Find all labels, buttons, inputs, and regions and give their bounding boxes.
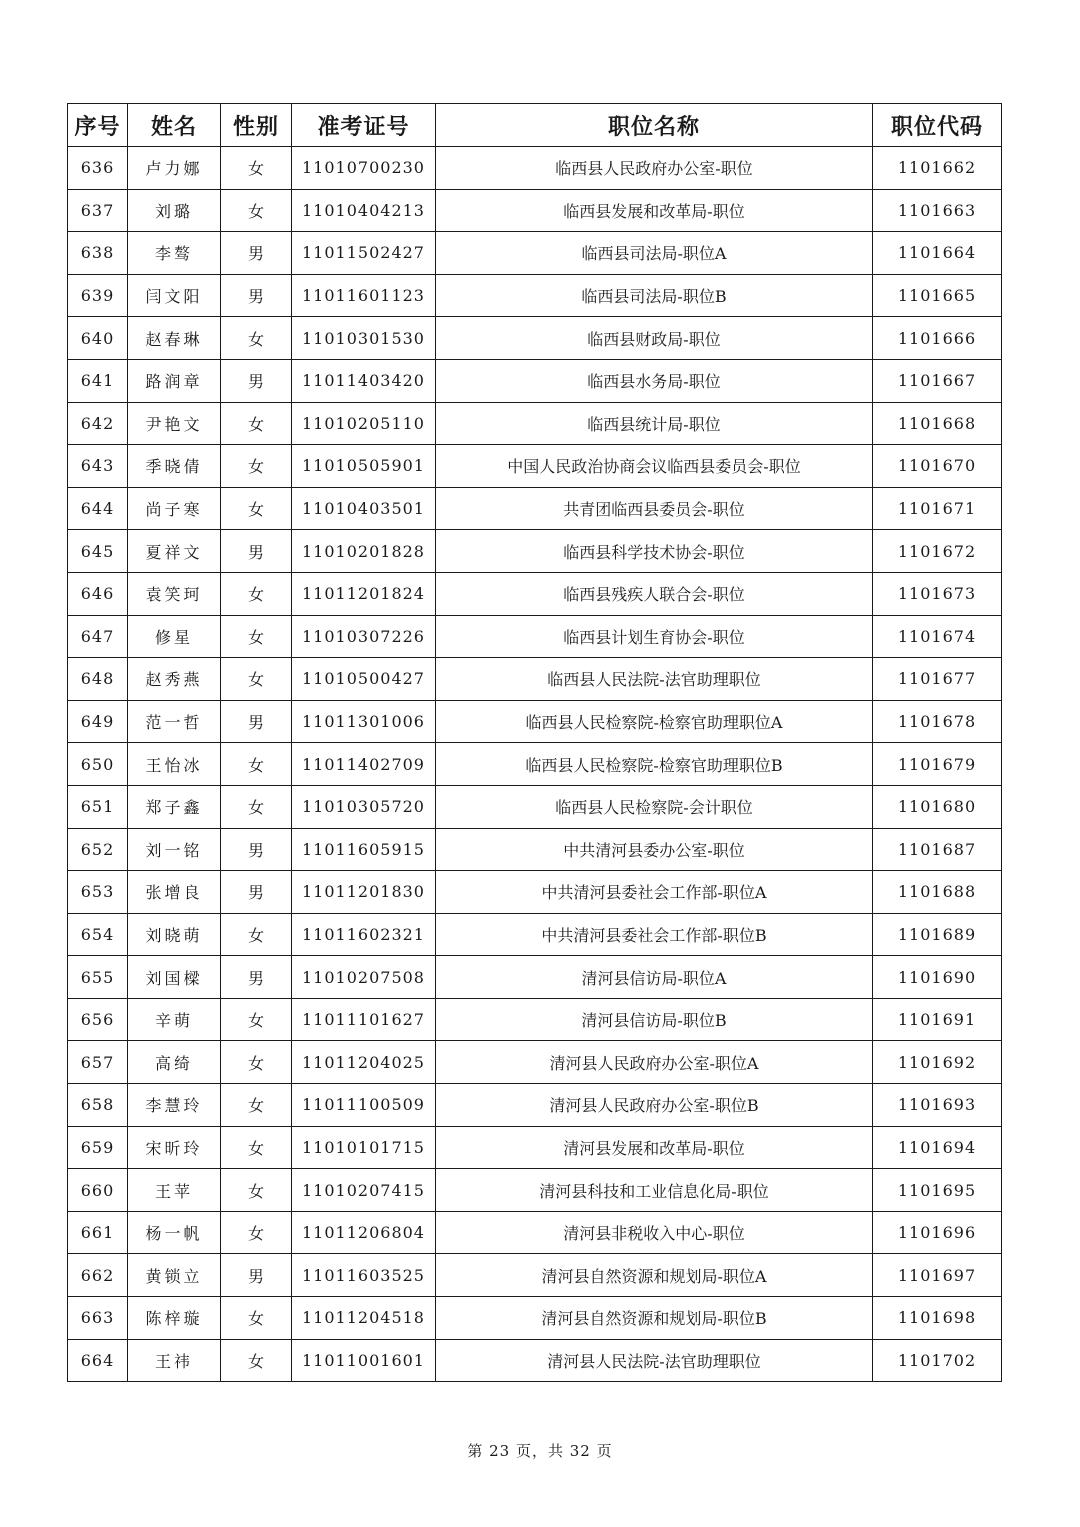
cell-exam-id: 11011206804 bbox=[292, 1211, 436, 1254]
cell-name: 刘晓萌 bbox=[128, 913, 221, 956]
cell-serial: 646 bbox=[68, 572, 128, 615]
table-header bbox=[68, 104, 1002, 147]
cell-name: 夏祥文 bbox=[128, 530, 221, 573]
cell-gender: 女 bbox=[221, 1169, 292, 1212]
table-row bbox=[68, 189, 1002, 232]
table-row bbox=[68, 785, 1002, 828]
cell-gender: 男 bbox=[221, 956, 292, 999]
cell-serial: 644 bbox=[68, 487, 128, 530]
cell-position-code: 1101677 bbox=[873, 658, 1002, 701]
table-row bbox=[68, 572, 1002, 615]
cell-name: 王苹 bbox=[128, 1169, 221, 1212]
cell-position-name: 清河县信访局-职位B bbox=[436, 998, 873, 1041]
cell-name: 陈梓璇 bbox=[128, 1297, 221, 1340]
cell-position-name: 清河县自然资源和规划局-职位A bbox=[436, 1254, 873, 1297]
table-row bbox=[68, 359, 1002, 402]
cell-gender: 女 bbox=[221, 572, 292, 615]
cell-position-code: 1101671 bbox=[873, 487, 1002, 530]
cell-name: 刘璐 bbox=[128, 189, 221, 232]
cell-serial: 660 bbox=[68, 1169, 128, 1212]
cell-serial: 648 bbox=[68, 658, 128, 701]
cell-position-code: 1101688 bbox=[873, 871, 1002, 914]
cell-gender: 女 bbox=[221, 785, 292, 828]
cell-position-code: 1101672 bbox=[873, 530, 1002, 573]
cell-serial: 650 bbox=[68, 743, 128, 786]
cell-gender: 男 bbox=[221, 530, 292, 573]
cell-exam-id: 11011301006 bbox=[292, 700, 436, 743]
cell-exam-id: 11011602321 bbox=[292, 913, 436, 956]
cell-position-code: 1101674 bbox=[873, 615, 1002, 658]
cell-serial: 637 bbox=[68, 189, 128, 232]
table-body bbox=[68, 147, 1002, 1382]
cell-position-code: 1101665 bbox=[873, 274, 1002, 317]
cell-serial: 661 bbox=[68, 1211, 128, 1254]
table-row bbox=[68, 1339, 1002, 1382]
cell-position-code: 1101695 bbox=[873, 1169, 1002, 1212]
table-row bbox=[68, 1169, 1002, 1212]
cell-exam-id: 11010403501 bbox=[292, 487, 436, 530]
cell-name: 范一哲 bbox=[128, 700, 221, 743]
table-row bbox=[68, 1297, 1002, 1340]
cell-position-code: 1101692 bbox=[873, 1041, 1002, 1084]
cell-position-name: 临西县人民法院-法官助理职位 bbox=[436, 658, 873, 701]
cell-position-code: 1101680 bbox=[873, 785, 1002, 828]
cell-serial: 653 bbox=[68, 871, 128, 914]
table-row bbox=[68, 615, 1002, 658]
table-row bbox=[68, 956, 1002, 999]
cell-position-name: 临西县水务局-职位 bbox=[436, 359, 873, 402]
cell-position-code: 1101696 bbox=[873, 1211, 1002, 1254]
cell-gender: 女 bbox=[221, 913, 292, 956]
cell-gender: 女 bbox=[221, 487, 292, 530]
header-position-code: 职位代码 bbox=[873, 104, 1002, 147]
cell-serial: 654 bbox=[68, 913, 128, 956]
cell-name: 刘国樑 bbox=[128, 956, 221, 999]
cell-position-code: 1101691 bbox=[873, 998, 1002, 1041]
cell-position-code: 1101663 bbox=[873, 189, 1002, 232]
cell-gender: 女 bbox=[221, 743, 292, 786]
cell-name: 高绮 bbox=[128, 1041, 221, 1084]
cell-serial: 641 bbox=[68, 359, 128, 402]
cell-position-code: 1101664 bbox=[873, 232, 1002, 275]
cell-name: 卢力娜 bbox=[128, 147, 221, 190]
cell-position-code: 1101673 bbox=[873, 572, 1002, 615]
cell-exam-id: 11011601123 bbox=[292, 274, 436, 317]
header-exam-id: 准考证号 bbox=[292, 104, 436, 147]
cell-position-code: 1101667 bbox=[873, 359, 1002, 402]
cell-serial: 651 bbox=[68, 785, 128, 828]
cell-exam-id: 11010500427 bbox=[292, 658, 436, 701]
cell-position-name: 临西县司法局-职位A bbox=[436, 232, 873, 275]
cell-name: 王祎 bbox=[128, 1339, 221, 1382]
cell-serial: 649 bbox=[68, 700, 128, 743]
cell-serial: 647 bbox=[68, 615, 128, 658]
cell-name: 赵春琳 bbox=[128, 317, 221, 360]
cell-exam-id: 11010207415 bbox=[292, 1169, 436, 1212]
cell-exam-id: 11011603525 bbox=[292, 1254, 436, 1297]
cell-position-name: 临西县人民检察院-检察官助理职位A bbox=[436, 700, 873, 743]
table-row bbox=[68, 445, 1002, 488]
header-row bbox=[68, 104, 1002, 147]
cell-serial: 652 bbox=[68, 828, 128, 871]
cell-position-name: 清河县自然资源和规划局-职位B bbox=[436, 1297, 873, 1340]
cell-name: 季晓倩 bbox=[128, 445, 221, 488]
cell-serial: 663 bbox=[68, 1297, 128, 1340]
table-row bbox=[68, 913, 1002, 956]
cell-gender: 男 bbox=[221, 700, 292, 743]
cell-position-code: 1101662 bbox=[873, 147, 1002, 190]
cell-position-name: 清河县发展和改革局-职位 bbox=[436, 1126, 873, 1169]
cell-serial: 639 bbox=[68, 274, 128, 317]
cell-position-code: 1101694 bbox=[873, 1126, 1002, 1169]
cell-position-code: 1101689 bbox=[873, 913, 1002, 956]
cell-name: 李骜 bbox=[128, 232, 221, 275]
header-serial: 序号 bbox=[68, 104, 128, 147]
cell-serial: 657 bbox=[68, 1041, 128, 1084]
cell-position-name: 临西县财政局-职位 bbox=[436, 317, 873, 360]
cell-position-code: 1101687 bbox=[873, 828, 1002, 871]
table-row bbox=[68, 317, 1002, 360]
cell-exam-id: 11011502427 bbox=[292, 232, 436, 275]
cell-exam-id: 11010207508 bbox=[292, 956, 436, 999]
cell-position-code: 1101702 bbox=[873, 1339, 1002, 1382]
cell-serial: 638 bbox=[68, 232, 128, 275]
cell-serial: 645 bbox=[68, 530, 128, 573]
table-row bbox=[68, 530, 1002, 573]
cell-exam-id: 11011605915 bbox=[292, 828, 436, 871]
table-row bbox=[68, 1084, 1002, 1127]
cell-gender: 女 bbox=[221, 1297, 292, 1340]
cell-position-name: 中共清河县委社会工作部-职位A bbox=[436, 871, 873, 914]
cell-exam-id: 11011204025 bbox=[292, 1041, 436, 1084]
cell-name: 路润章 bbox=[128, 359, 221, 402]
table-row bbox=[68, 274, 1002, 317]
cell-gender: 男 bbox=[221, 232, 292, 275]
header-position-name: 职位名称 bbox=[436, 104, 873, 147]
cell-name: 辛萌 bbox=[128, 998, 221, 1041]
cell-name: 郑子鑫 bbox=[128, 785, 221, 828]
cell-exam-id: 11011100509 bbox=[292, 1084, 436, 1127]
cell-serial: 662 bbox=[68, 1254, 128, 1297]
cell-exam-id: 11010307226 bbox=[292, 615, 436, 658]
cell-gender: 女 bbox=[221, 445, 292, 488]
cell-position-code: 1101670 bbox=[873, 445, 1002, 488]
cell-position-name: 临西县计划生育协会-职位 bbox=[436, 615, 873, 658]
cell-serial: 643 bbox=[68, 445, 128, 488]
cell-serial: 664 bbox=[68, 1339, 128, 1382]
cell-gender: 女 bbox=[221, 317, 292, 360]
table-row bbox=[68, 1254, 1002, 1297]
cell-name: 尚子寒 bbox=[128, 487, 221, 530]
cell-position-name: 中共清河县委办公室-职位 bbox=[436, 828, 873, 871]
table-row bbox=[68, 1041, 1002, 1084]
cell-gender: 女 bbox=[221, 402, 292, 445]
cell-position-name: 临西县人民检察院-会计职位 bbox=[436, 785, 873, 828]
table-row bbox=[68, 871, 1002, 914]
cell-serial: 636 bbox=[68, 147, 128, 190]
cell-name: 闫文阳 bbox=[128, 274, 221, 317]
cell-position-code: 1101668 bbox=[873, 402, 1002, 445]
cell-exam-id: 11011201824 bbox=[292, 572, 436, 615]
cell-gender: 女 bbox=[221, 147, 292, 190]
cell-position-name: 清河县人民法院-法官助理职位 bbox=[436, 1339, 873, 1382]
table-row bbox=[68, 998, 1002, 1041]
cell-position-code: 1101690 bbox=[873, 956, 1002, 999]
table-row bbox=[68, 402, 1002, 445]
cell-name: 黄锁立 bbox=[128, 1254, 221, 1297]
cell-serial: 659 bbox=[68, 1126, 128, 1169]
cell-gender: 女 bbox=[221, 1084, 292, 1127]
cell-exam-id: 11011403420 bbox=[292, 359, 436, 402]
cell-serial: 642 bbox=[68, 402, 128, 445]
cell-position-code: 1101698 bbox=[873, 1297, 1002, 1340]
table-row bbox=[68, 1211, 1002, 1254]
cell-exam-id: 11010101715 bbox=[292, 1126, 436, 1169]
cell-gender: 男 bbox=[221, 359, 292, 402]
cell-gender: 女 bbox=[221, 189, 292, 232]
cell-name: 宋昕玲 bbox=[128, 1126, 221, 1169]
cell-exam-id: 11010301530 bbox=[292, 317, 436, 360]
cell-gender: 男 bbox=[221, 274, 292, 317]
cell-name: 修星 bbox=[128, 615, 221, 658]
table-row bbox=[68, 658, 1002, 701]
cell-exam-id: 11011101627 bbox=[292, 998, 436, 1041]
cell-gender: 女 bbox=[221, 1126, 292, 1169]
cell-exam-id: 11011201830 bbox=[292, 871, 436, 914]
cell-gender: 女 bbox=[221, 658, 292, 701]
cell-position-code: 1101678 bbox=[873, 700, 1002, 743]
cell-position-name: 临西县残疾人联合会-职位 bbox=[436, 572, 873, 615]
cell-position-code: 1101697 bbox=[873, 1254, 1002, 1297]
cell-name: 袁笑珂 bbox=[128, 572, 221, 615]
cell-exam-id: 11010305720 bbox=[292, 785, 436, 828]
cell-exam-id: 11011204518 bbox=[292, 1297, 436, 1340]
cell-gender: 男 bbox=[221, 871, 292, 914]
cell-position-name: 清河县信访局-职位A bbox=[436, 956, 873, 999]
cell-position-name: 清河县科技和工业信息化局-职位 bbox=[436, 1169, 873, 1212]
cell-gender: 男 bbox=[221, 1254, 292, 1297]
header-name: 姓名 bbox=[128, 104, 221, 147]
cell-exam-id: 11011001601 bbox=[292, 1339, 436, 1382]
table-row bbox=[68, 743, 1002, 786]
cell-position-name: 临西县司法局-职位B bbox=[436, 274, 873, 317]
cell-name: 王怡冰 bbox=[128, 743, 221, 786]
cell-gender: 女 bbox=[221, 615, 292, 658]
page-footer: 第 23 页，共 32 页 bbox=[467, 1442, 613, 1460]
cell-name: 尹艳文 bbox=[128, 402, 221, 445]
cell-position-name: 中共清河县委社会工作部-职位B bbox=[436, 913, 873, 956]
cell-serial: 658 bbox=[68, 1084, 128, 1127]
cell-exam-id: 11011402709 bbox=[292, 743, 436, 786]
cell-position-name: 清河县非税收入中心-职位 bbox=[436, 1211, 873, 1254]
cell-position-name: 临西县科学技术协会-职位 bbox=[436, 530, 873, 573]
cell-gender: 男 bbox=[221, 828, 292, 871]
table-row bbox=[68, 828, 1002, 871]
cell-gender: 女 bbox=[221, 1211, 292, 1254]
cell-position-name: 临西县人民政府办公室-职位 bbox=[436, 147, 873, 190]
cell-exam-id: 11010700230 bbox=[292, 147, 436, 190]
cell-name: 刘一铭 bbox=[128, 828, 221, 871]
cell-gender: 女 bbox=[221, 998, 292, 1041]
cell-exam-id: 11010404213 bbox=[292, 189, 436, 232]
cell-exam-id: 11010205110 bbox=[292, 402, 436, 445]
cell-serial: 640 bbox=[68, 317, 128, 360]
cell-gender: 女 bbox=[221, 1339, 292, 1382]
cell-name: 李慧玲 bbox=[128, 1084, 221, 1127]
cell-position-name: 清河县人民政府办公室-职位A bbox=[436, 1041, 873, 1084]
cell-position-name: 清河县人民政府办公室-职位B bbox=[436, 1084, 873, 1127]
cell-name: 杨一帆 bbox=[128, 1211, 221, 1254]
cell-name: 赵秀燕 bbox=[128, 658, 221, 701]
cell-position-name: 临西县人民检察院-检察官助理职位B bbox=[436, 743, 873, 786]
cell-position-code: 1101679 bbox=[873, 743, 1002, 786]
cell-exam-id: 11010201828 bbox=[292, 530, 436, 573]
table-row bbox=[68, 700, 1002, 743]
table-row bbox=[68, 487, 1002, 530]
cell-gender: 女 bbox=[221, 1041, 292, 1084]
cell-position-code: 1101666 bbox=[873, 317, 1002, 360]
cell-position-name: 共青团临西县委员会-职位 bbox=[436, 487, 873, 530]
cell-exam-id: 11010505901 bbox=[292, 445, 436, 488]
cell-position-code: 1101693 bbox=[873, 1084, 1002, 1127]
cell-serial: 655 bbox=[68, 956, 128, 999]
cell-position-name: 中国人民政治协商会议临西县委员会-职位 bbox=[436, 445, 873, 488]
cell-serial: 656 bbox=[68, 998, 128, 1041]
table-row bbox=[68, 1126, 1002, 1169]
candidate-table bbox=[67, 103, 1002, 1382]
cell-position-name: 临西县统计局-职位 bbox=[436, 402, 873, 445]
table-row bbox=[68, 232, 1002, 275]
header-gender: 性别 bbox=[221, 104, 292, 147]
table-row bbox=[68, 147, 1002, 190]
cell-name: 张增良 bbox=[128, 871, 221, 914]
cell-position-name: 临西县发展和改革局-职位 bbox=[436, 189, 873, 232]
